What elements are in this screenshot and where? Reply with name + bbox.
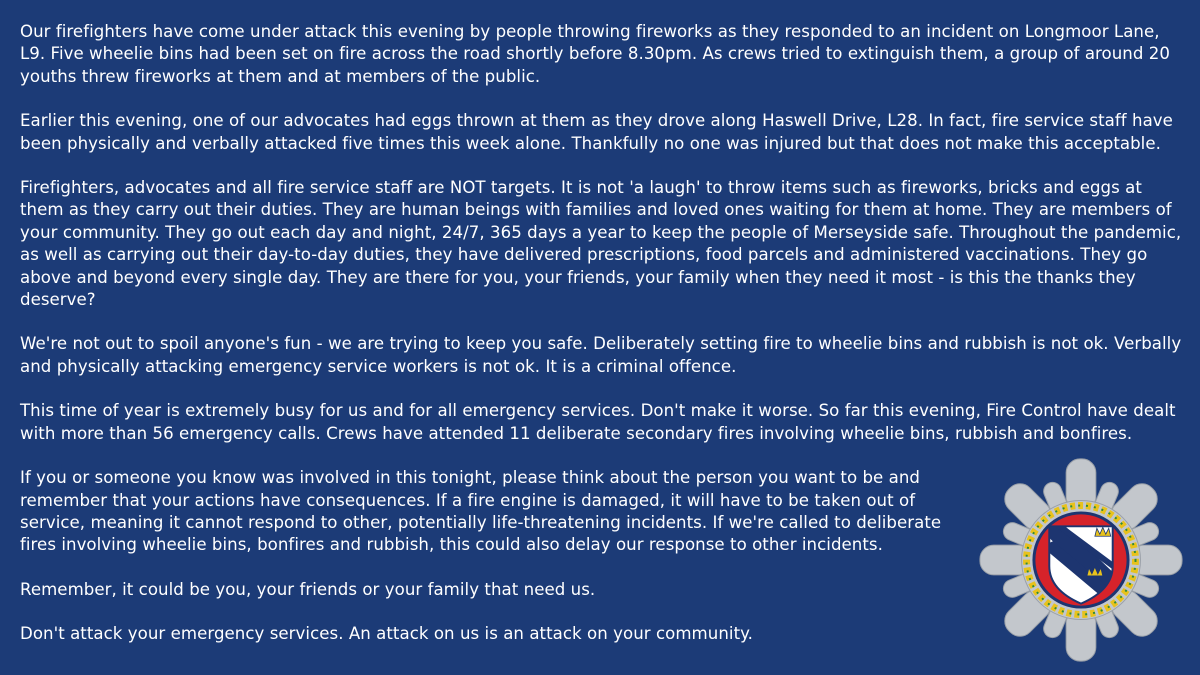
paragraph-dont-attack: Don't attack your emergency services. An attack on us is an attack on your community. <box>20 624 753 644</box>
paragraph-not-targets: Firefighters, advocates and all fire service staff are NOT targets. It is not 'a laugh' to throw items such as fireworks, bricks and eggs at them as they carry out their duties. They are human beings with families and loved ones waiting for them at home. They are members of your community. They go out each day and night, 24/7, 365 days a year to keep the people of Merseyside safe. Throughout the pandemic, as well as carrying out their day-to-day duties, they have delivered prescriptions, food parcels and administered vaccinations. They go above and beyond every single day. They are there for you, your friends, your family when they need it most - is this the thanks they deserve? <box>20 178 1182 310</box>
paragraph-attack-longmoor-lane: Our firefighters have come under attack this evening by people throwing fireworks as they responded to an incident on Longmoor Lane, L9. Five wheelie bins had been set on fire across the road shortly before 8.30pm. As crews tried to extinguish them, a group of around 20 youths threw fireworks at them and at members of the public. <box>20 22 1171 86</box>
paragraph-remember: Remember, it could be you, your friends or your family that need us. <box>20 579 596 599</box>
paragraph-advocate-eggs: Earlier this evening, one of our advocates had eggs thrown at them as they drove along Haswell Drive, L28. In fact, fire service staff have been physically and verbally attacked five times this week alone. Thankfully no one was injured but that does not make this acceptable. <box>20 111 1173 153</box>
paragraph-keep-you-safe: We're not out to spoil anyone's fun - we are trying to keep you safe. Deliberately setting fire to wheelie bins and rubbish is not ok. Verbally and physically attacking emergency service workers is not ok. It is a criminal offence. <box>20 334 1182 376</box>
paragraph-consequences: If you or someone you know was involved in this tonight, please think about the person you want to be and remember that your actions have consequences. If a fire engine is damaged, it will have to be taken out of service, meaning it cannot respond to other, potentially life-threatening incidents. If we're called to deliberate fires involving wheelie bins, bonfires and rubbish, this could also delay our response to other incidents. <box>20 468 942 555</box>
paragraph-busy-time: This time of year is extremely busy for us and for all emergency services. Don't make it worse. So far this evening, Fire Control have dealt with more than 56 emergency calls. Crews have attended 11 deliberate secondary fires involving wheelie bins, rubbish and bonfires. <box>20 401 1176 443</box>
fire-brigade-star-icon <box>972 455 1190 665</box>
